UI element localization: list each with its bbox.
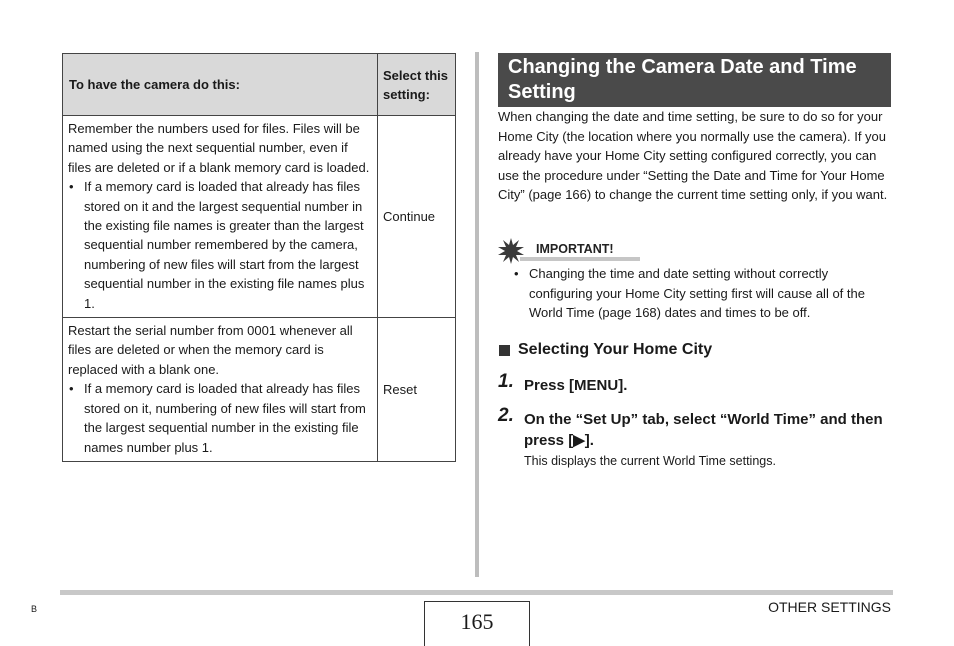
row-description: Restart the serial number from 0001 whenever all files are deleted or when the memory card is replaced with a blank one. xyxy=(68,323,353,377)
row-bullet: • If a memory card is loaded that already has files stored on it, numbering of new files will start from the largest sequential number in the existing file names number plus 1. xyxy=(68,379,371,457)
step-number: 2. xyxy=(498,405,514,426)
column-divider xyxy=(475,52,479,577)
row-bullet-list xyxy=(68,379,371,457)
subsection-heading xyxy=(499,341,712,359)
step-note: This displays the current World Time settings. xyxy=(524,454,776,468)
step-text: Press [MENU]. xyxy=(524,377,628,394)
table-cell-description xyxy=(63,318,378,462)
section-title: Changing the Camera Date and Time Setting xyxy=(498,53,891,107)
table-header-action: To have the camera do this: xyxy=(63,54,378,116)
step-1 xyxy=(498,371,893,396)
section-intro: When changing the date and time setting, be sure to do so for your Home City (the location where you normally use the camera). If you already have your Home City setting configured correctly, you can use the procedure under “Setting the Date and Time for Your Home City” (page 166) to change the current time setting only, if you want. xyxy=(498,109,888,202)
footer-section-name: OTHER SETTINGS xyxy=(768,599,891,615)
important-item: • Changing the time and date setting without correctly configuring your Home City setting first will cause all of the World Time (page 168) dates and times to be off. xyxy=(513,264,893,323)
page-number: 165 xyxy=(424,601,530,646)
table-header-row xyxy=(63,54,456,116)
row-description: Remember the numbers used for files. Files will be named using the next sequential number, even if files are deleted or if a blank memory card is loaded. xyxy=(68,121,370,175)
table-cell-description xyxy=(63,116,378,318)
step-number: 1. xyxy=(498,371,514,392)
row-bullet-list xyxy=(68,177,371,313)
file-number-settings-table xyxy=(62,53,456,462)
table-cell-setting: Reset xyxy=(378,318,456,462)
subsection-title: Selecting Your Home City xyxy=(518,341,713,358)
table-cell-setting: Continue xyxy=(378,116,456,318)
footer-rule xyxy=(60,590,893,595)
important-list xyxy=(513,264,893,323)
table-header-setting: Select this setting: xyxy=(378,54,456,116)
square-bullet-icon xyxy=(499,345,510,356)
important-callout xyxy=(498,238,643,264)
step-text: On the “Set Up” tab, select “World Time” and then press [▶]. xyxy=(524,411,883,449)
burst-icon xyxy=(498,238,524,264)
table-row xyxy=(63,116,456,318)
row-bullet: • If a memory card is loaded that already has files stored on it and the largest sequential number in the existing file names is greater than the largest sequential number remembered by the camera, numbering of new files will start from the largest sequential number in the existing file names plus 1. xyxy=(68,177,371,313)
important-label: IMPORTANT! xyxy=(536,242,614,256)
important-underline xyxy=(520,257,640,261)
table-row xyxy=(63,318,456,462)
footer-left-mark: B xyxy=(31,604,38,614)
step-2 xyxy=(498,405,893,451)
